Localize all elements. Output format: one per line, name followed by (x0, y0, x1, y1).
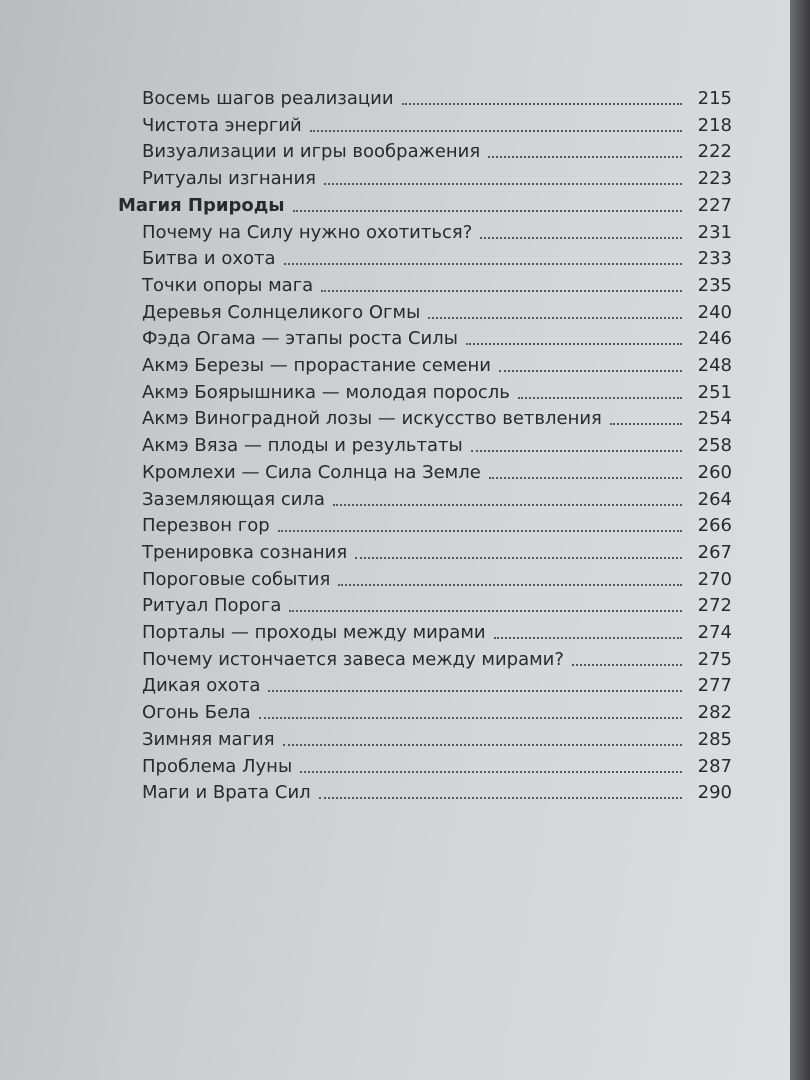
toc-entry-page-number: 218 (697, 114, 732, 136)
dot-leader (428, 316, 682, 319)
toc-entry-title: Ритуалы изгнания (142, 168, 316, 190)
toc-entry-title: Ритуал Порога (142, 595, 282, 617)
toc-entry (0, 244, 790, 270)
dot-leader (324, 182, 682, 185)
toc-entry-title: Огонь Бела (142, 702, 251, 724)
toc-entry (0, 84, 790, 110)
dot-leader (333, 503, 682, 506)
toc-entry (0, 218, 790, 244)
toc-entry-page-number: 277 (697, 675, 732, 697)
dot-leader (259, 716, 682, 719)
toc-entry (0, 618, 790, 644)
dot-leader (518, 396, 682, 399)
toc-entry-page-number: 223 (697, 168, 732, 190)
dot-leader (499, 369, 682, 372)
dot-leader (572, 663, 682, 666)
toc-entry-title: Акмэ Березы — прорастание семени (142, 355, 491, 376)
toc-entry-title: Пороговые события (142, 568, 331, 590)
toc-entry-title: Проблема Луны (142, 755, 293, 777)
toc-entry-page-number: 275 (697, 648, 732, 670)
toc-entry-title: Зимняя магия (142, 728, 275, 750)
dot-leader (268, 689, 682, 692)
dot-leader (402, 102, 682, 105)
toc-entry-title: Чистота энергий (142, 114, 302, 136)
toc-entry-title: Акмэ Вяза — плоды и результаты (142, 435, 463, 457)
toc-entry-title: Фэда Огама — этапы роста Силы (142, 328, 458, 350)
toc-entry-page-number: 267 (697, 541, 732, 563)
dot-leader (338, 583, 682, 586)
toc-entry (0, 698, 790, 724)
toc-entry-page-number: 260 (697, 461, 732, 483)
toc-entry (0, 778, 790, 804)
dot-leader (494, 636, 682, 639)
dot-leader (278, 529, 682, 532)
dot-leader (293, 209, 682, 212)
toc-entry-title: Магия Природы (118, 194, 285, 216)
toc-entry (0, 351, 790, 377)
toc-entry (0, 271, 790, 297)
page-edge-shadow (790, 0, 810, 1080)
toc-entry-title: Восемь шагов реализации (142, 88, 394, 109)
toc-entry (0, 485, 790, 511)
toc-entry-title: Порталы — проходы между мирами (142, 622, 486, 643)
toc-entry (0, 752, 790, 778)
toc-entry-page-number: 264 (697, 488, 732, 510)
toc-entry-page-number: 287 (697, 755, 732, 777)
dot-leader (466, 342, 682, 345)
toc-entry-page-number: 240 (697, 301, 732, 323)
toc-entry (0, 725, 790, 751)
toc-entry-page-number: 248 (697, 355, 732, 376)
dot-leader (284, 262, 682, 265)
toc-entry-page-number: 285 (697, 728, 732, 750)
toc-entry (0, 404, 790, 430)
toc-entry-page-number: 270 (697, 568, 732, 590)
toc-entry (0, 431, 790, 457)
dot-leader (310, 129, 682, 132)
toc-entry-page-number: 215 (697, 88, 732, 109)
toc-entry (0, 378, 790, 404)
dot-leader (471, 449, 682, 452)
toc-entry-page-number: 251 (697, 381, 732, 403)
toc-entry (0, 538, 790, 564)
toc-entry-page-number: 254 (697, 408, 732, 430)
dot-leader (283, 743, 682, 746)
toc-entry-title: Перезвон гор (142, 515, 270, 537)
toc-entry-page-number: 290 (697, 782, 732, 804)
toc-entry-page-number: 272 (697, 595, 732, 617)
toc-entry (0, 565, 790, 591)
toc-entry (0, 458, 790, 484)
toc-entry (0, 591, 790, 617)
toc-entry-page-number: 266 (697, 515, 732, 537)
dot-leader (489, 476, 682, 479)
toc-entry-title: Визуализации и игры воображения (142, 141, 481, 163)
toc-entry-page-number: 227 (697, 194, 732, 216)
dot-leader (610, 422, 682, 425)
toc-entry (0, 111, 790, 137)
toc-entry (0, 645, 790, 671)
toc-entry-page-number: 274 (697, 622, 732, 643)
dot-leader (300, 770, 682, 773)
toc-entry (0, 511, 790, 537)
toc-entry-title: Битва и охота (142, 248, 276, 270)
dot-leader (319, 796, 682, 799)
toc-entry-page-number: 231 (697, 221, 732, 243)
toc-entry-page-number: 258 (697, 435, 732, 457)
toc-entry (0, 298, 790, 324)
toc-entry-page-number: 233 (697, 248, 732, 270)
dot-leader (480, 236, 682, 239)
toc-entry-title: Кромлехи — Сила Солнца на Земле (142, 461, 481, 483)
toc-entry-title: Дикая охота (142, 675, 261, 697)
dot-leader (488, 155, 682, 158)
toc-entry-page-number: 235 (697, 274, 732, 296)
toc-entry-title: Деревья Солнцеликого Огмы (142, 301, 421, 323)
dot-leader (289, 609, 682, 612)
toc-entry (0, 137, 790, 163)
toc-entry (0, 324, 790, 350)
toc-entry (0, 671, 790, 697)
toc-entry-title: Точки опоры мага (142, 274, 314, 296)
toc-entry-title: Почему истончается завеса между мирами? (142, 648, 564, 670)
dot-leader (355, 556, 682, 559)
dot-leader (321, 289, 682, 292)
toc-section-heading (0, 191, 790, 217)
toc-entry-page-number: 246 (697, 328, 732, 350)
toc-entry-title: Маги и Врата Сил (142, 782, 311, 804)
toc-entry-title: Акмэ Боярышника — молодая поросль (142, 381, 510, 403)
toc-entry-title: Заземляющая сила (142, 488, 325, 510)
toc-entry-title: Акмэ Виноградной лозы — искусство ветвления (142, 408, 602, 430)
toc-entry-page-number: 282 (697, 702, 732, 724)
toc-entry-title: Тренировка сознания (142, 541, 348, 563)
toc-entry-page-number: 222 (697, 141, 732, 163)
toc-entry (0, 164, 790, 190)
toc-entry-title: Почему на Силу нужно охотиться? (142, 221, 473, 243)
